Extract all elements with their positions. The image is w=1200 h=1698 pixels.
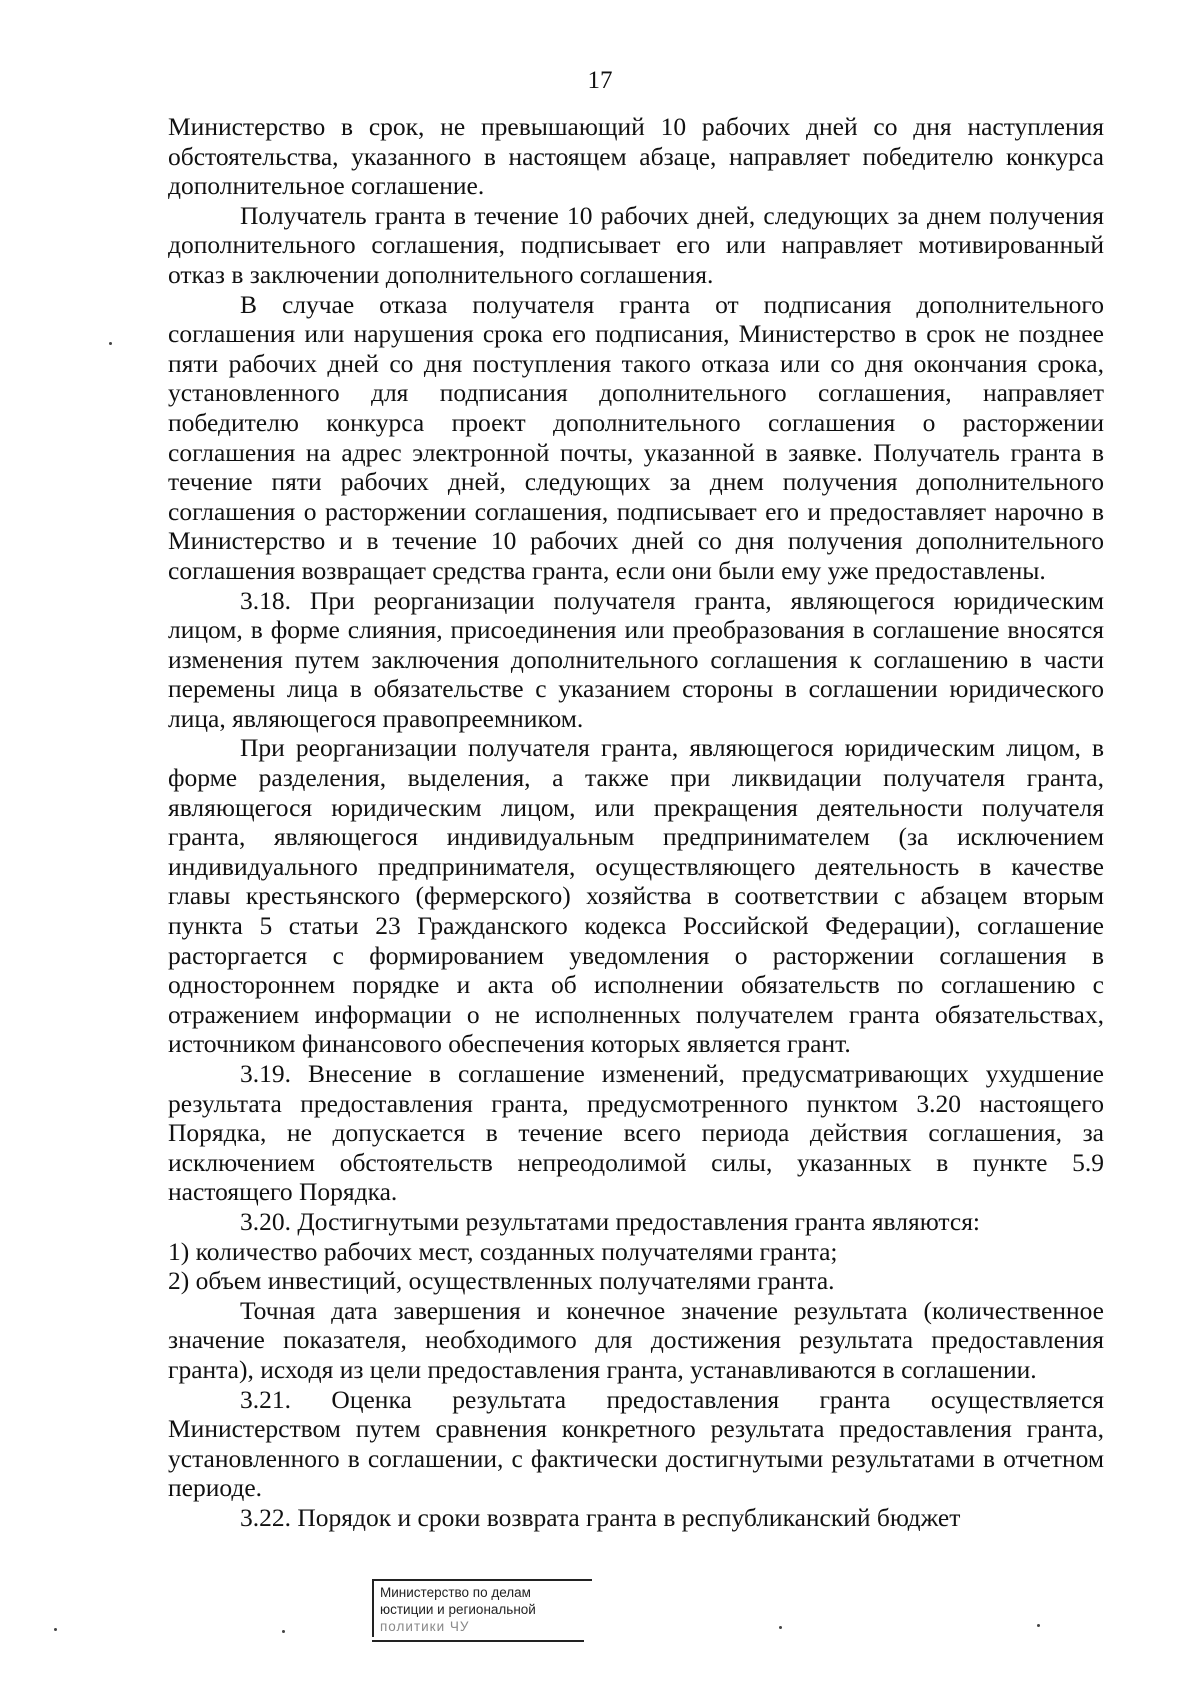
list-item: 2) объем инвестиций, осуществленных получателями гранта. xyxy=(168,1266,835,1296)
paragraph: В случае отказа получателя гранта от подписания дополнительного соглашения или нарушения срока его подписания, Министерство в срок не позднее пяти рабочих дней со дня поступления такого отказа или со дня окончания срока, установленного для подписания дополнительного соглашения, направляет победителю конкурса проект дополнительного соглашения о расторжении соглашения на адрес электронной почты, указанной в заявке. Получатель гранта в течение пяти рабочих дней, следующих за днем получения дополнительного соглашения о расторжении соглашения, подписывает его и предоставляет нарочно в Министерство и в течение 10 рабочих дней со дня получения дополнительного соглашения возвращает средства гранта, если они были ему уже предоставлены. xyxy=(168,289,1104,585)
paragraph-3-22: 3.22. Порядок и сроки возврата гранта в республиканский бюджет xyxy=(240,1502,961,1532)
scan-speck xyxy=(1037,1624,1040,1627)
scan-speck xyxy=(54,1628,57,1631)
stamp-line: юстиции и региональной xyxy=(380,1602,536,1617)
scan-speck xyxy=(779,1626,782,1629)
stamp-line: политики ЧУ xyxy=(380,1619,470,1634)
stamp-underline xyxy=(372,1640,584,1642)
stamp-line: Министерство по делам xyxy=(380,1585,531,1600)
scan-speck xyxy=(282,1630,285,1633)
paragraph: Министерство в срок, не превышающий 10 рабочих дней со дня наступления обстоятельства, указанного в настоящем абзаце, направляет победителю конкурса дополнительное соглашение. xyxy=(168,112,1104,201)
page-number: 17 xyxy=(587,67,613,94)
paragraph-3-20: 3.20. Достигнутыми результатами предоставления гранта являются: xyxy=(240,1206,981,1236)
document-body xyxy=(168,112,1104,1533)
paragraph-3-19: 3.19. Внесение в соглашение изменений, предусматривающих ухудшение результата предоставления гранта, предусмотренного пунктом 3.20 настоящего Порядка, не допускается в течение всего периода действия соглашения, за исключением обстоятельств непреодолимой силы, указанных в пункте 5.9 настоящего Порядка. xyxy=(168,1059,1104,1207)
paragraph: Получатель гранта в течение 10 рабочих дней, следующих за днем получения дополнительного соглашения, подписывает его или направляет мотивированный отказ в заключении дополнительного соглашения. xyxy=(168,200,1104,289)
ministry-stamp xyxy=(372,1579,592,1637)
paragraph-3-18: 3.18. При реорганизации получателя гранта, являющегося юридическим лицом, в форме слияния, присоединения или преобразования в соглашение вносятся изменения путем заключения дополнительного соглашения к соглашению в части перемены лица в обязательстве с указанием стороны в соглашении юридического лица, являющегося правопреемником. xyxy=(168,585,1104,733)
paragraph: При реорганизации получателя гранта, являющегося юридическим лицом, в форме разделения, выделения, а также при ликвидации получателя гранта, являющегося юридическим лицом, или прекращения деятельности получателя гранта, являющегося индивидуальным предпринимателем (за исключением индивидуального предпринимателя, осуществляющего деятельность в качестве главы крестьянского (фермерского) хозяйства в соответствии с абзацем вторым пункта 5 статьи 23 Гражданского кодекса Российской Федерации), соглашение расторгается с формированием уведомления о расторжении соглашения в одностороннем порядке и акта об исполнении обязательств по соглашению с отражением информации о не исполненных получателем гранта обязательствах, источником финансового обеспечения которых является грант. xyxy=(168,733,1104,1059)
paragraph-3-21: 3.21. Оценка результата предоставления гранта осуществляется Министерством путем сравнения конкретного результата предоставления гранта, установленного в соглашении, с фактически достигнутыми результатами в отчетном периоде. xyxy=(168,1384,1104,1503)
list-item: 1) количество рабочих мест, созданных получателями гранта; xyxy=(168,1236,838,1266)
paragraph: Точная дата завершения и конечное значение результата (количественное значение показателя, необходимого для достижения результата предоставления гранта), исходя из цели предоставления гранта, устанавливаются в соглашении. xyxy=(168,1295,1104,1384)
scan-speck xyxy=(109,342,112,345)
